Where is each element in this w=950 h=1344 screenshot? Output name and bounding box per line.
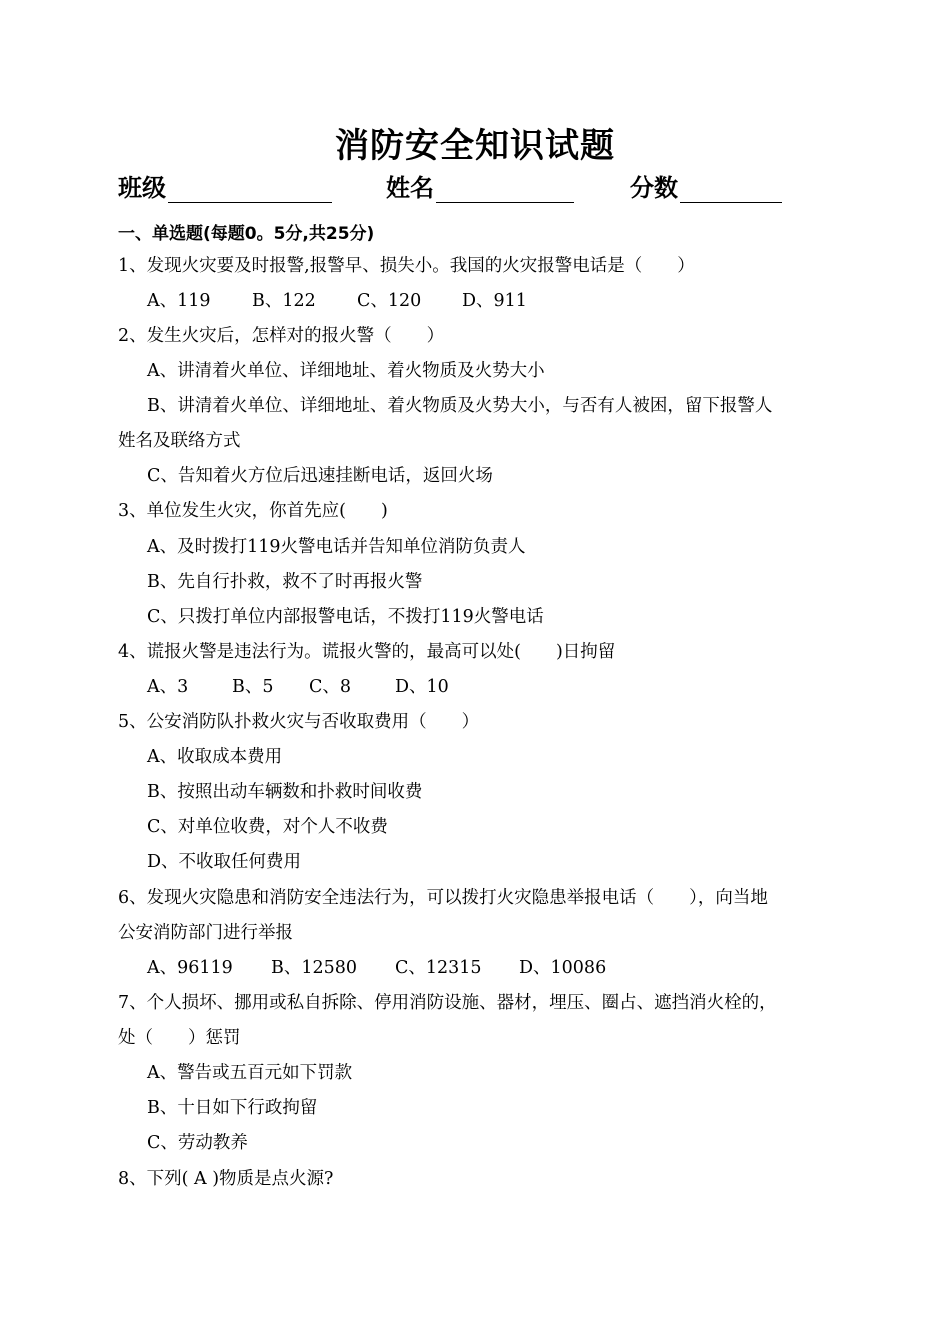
name-field	[386, 168, 574, 203]
question-5-option-d: D、不收取任何费用	[147, 852, 302, 872]
question-6-options	[147, 957, 606, 979]
question-6-cont: 公安消防部门进行举报	[118, 923, 293, 943]
question-4: 4、谎报火警是违法行为。谎报火警的，最高可以处( )日拘留	[118, 642, 616, 662]
score-field	[630, 168, 782, 203]
option: C、120	[357, 291, 422, 311]
question-2-option-b: B、讲清着火单位、详细地址、着火物质及火势大小，与否有人被困，留下报警人	[147, 396, 773, 416]
option: D、10086	[519, 958, 607, 978]
question-7-option-b: B、十日如下行政拘留	[147, 1098, 318, 1118]
score-blank[interactable]	[680, 176, 782, 203]
question-7: 7、个人损坏、挪用或私自拆除、停用消防设施、器材，埋压、圈占、遮挡消火栓的，	[118, 993, 777, 1013]
question-8: 8、下列( A )物质是点火源?	[118, 1169, 334, 1189]
option: B、12580	[271, 958, 358, 978]
question-7-cont: 处（ ）惩罚	[118, 1028, 241, 1048]
question-5-option-c: C、对单位收费，对个人不收费	[147, 817, 388, 837]
name-blank[interactable]	[436, 176, 574, 203]
option: C、8	[309, 677, 352, 697]
question-2-option-a: A、讲清着火单位、详细地址、着火物质及火势大小	[147, 361, 545, 381]
option: A、119	[147, 291, 211, 311]
student-info-row	[118, 168, 838, 208]
question-3-option-b: B、先自行扑救，救不了时再报火警	[147, 572, 423, 592]
class-blank[interactable]	[168, 176, 332, 203]
question-1-options	[147, 290, 527, 312]
section-heading-single-choice: 一、单选题(每题0。5分,共25分)	[118, 224, 375, 244]
question-5-option-b: B、按照出动车辆数和扑救时间收费	[147, 782, 423, 802]
option: A、96119	[147, 958, 233, 978]
question-5-option-a: A、收取成本费用	[147, 747, 283, 767]
option: A、3	[147, 677, 189, 697]
question-1: 1、发现火灾要及时报警,报警早、损失小。我国的火灾报警电话是（ ）	[118, 256, 695, 276]
score-label: 分数	[630, 174, 678, 202]
option: B、122	[252, 291, 316, 311]
question-3-option-a: A、及时拨打119火警电话并告知单位消防负责人	[147, 537, 526, 557]
option: D、911	[462, 291, 527, 311]
class-field	[118, 168, 332, 203]
class-label: 班级	[118, 174, 166, 202]
question-4-options	[147, 676, 449, 698]
option: B、5	[232, 677, 274, 697]
question-6: 6、发现火灾隐患和消防安全违法行为，可以拨打火灾隐患举报电话（ ），向当地	[118, 888, 768, 908]
option: C、12315	[395, 958, 482, 978]
question-3: 3、单位发生火灾，你首先应( )	[118, 501, 388, 521]
option: D、10	[395, 677, 449, 697]
page-title: 消防安全知识试题	[335, 126, 615, 166]
question-3-option-c: C、只拨打单位内部报警电话，不拨打119火警电话	[147, 607, 544, 627]
question-2-option-c: C、告知着火方位后迅速挂断电话，返回火场	[147, 466, 493, 486]
question-7-option-c: C、劳动教养	[147, 1133, 248, 1153]
name-label: 姓名	[386, 174, 434, 202]
question-2-option-b-cont: 姓名及联络方式	[118, 431, 241, 451]
question-5: 5、公安消防队扑救火灾与否收取费用（ ）	[118, 712, 480, 732]
question-2: 2、发生火灾后，怎样对的报火警（ ）	[118, 326, 445, 346]
question-7-option-a: A、警告或五百元如下罚款	[147, 1063, 353, 1083]
